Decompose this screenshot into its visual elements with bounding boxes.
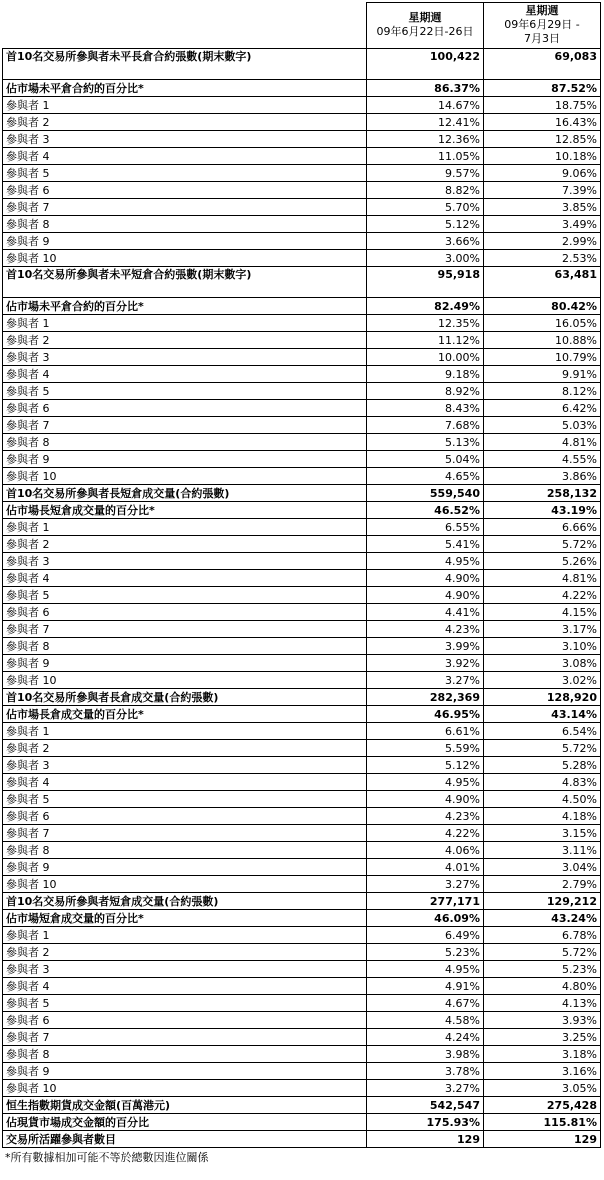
row-label: 參與者 2 xyxy=(3,944,367,961)
week2-value: 6.42% xyxy=(484,400,601,417)
week1-value: 6.61% xyxy=(367,723,484,740)
week2-value: 10.79% xyxy=(484,349,601,366)
section-percent-row xyxy=(3,298,601,315)
week2-value: 3.15% xyxy=(484,825,601,842)
participant-row xyxy=(3,587,601,604)
week1-value: 542,547 xyxy=(367,1097,484,1114)
row-label: 首10名交易所參與者長短倉成交量(合約張數) xyxy=(3,485,367,502)
participant-row xyxy=(3,553,601,570)
row-label: 參與者 8 xyxy=(3,638,367,655)
week2-value: 4.81% xyxy=(484,570,601,587)
week1-value: 7.68% xyxy=(367,417,484,434)
row-label: 參與者 7 xyxy=(3,1029,367,1046)
week2-value: 9.91% xyxy=(484,366,601,383)
week2-value: 80.42% xyxy=(484,298,601,315)
week1-value: 8.43% xyxy=(367,400,484,417)
participant-row xyxy=(3,791,601,808)
participant-row xyxy=(3,332,601,349)
week2-value: 128,920 xyxy=(484,689,601,706)
header-week1-title: 星期週 xyxy=(408,11,442,24)
week1-value: 5.59% xyxy=(367,740,484,757)
week1-value: 4.90% xyxy=(367,587,484,604)
participant-row xyxy=(3,451,601,468)
participant-row xyxy=(3,400,601,417)
week2-value: 4.80% xyxy=(484,978,601,995)
week1-value: 82.49% xyxy=(367,298,484,315)
week1-value: 559,540 xyxy=(367,485,484,502)
header-week1-dates: 09年6月22日-26日 xyxy=(376,25,474,38)
week1-value: 8.92% xyxy=(367,383,484,400)
section-percent-row xyxy=(3,910,601,927)
row-label: 參與者 5 xyxy=(3,791,367,808)
participant-row xyxy=(3,859,601,876)
week1-value: 5.70% xyxy=(367,199,484,216)
row-label: 參與者 6 xyxy=(3,1012,367,1029)
header-week2-title: 星期週 xyxy=(525,4,559,17)
week1-value: 46.09% xyxy=(367,910,484,927)
participant-row xyxy=(3,978,601,995)
week2-value: 258,132 xyxy=(484,485,601,502)
week1-value: 4.23% xyxy=(367,808,484,825)
participant-row xyxy=(3,995,601,1012)
header-blank-cell xyxy=(3,3,367,49)
row-label: 參與者 2 xyxy=(3,114,367,131)
participant-row xyxy=(3,621,601,638)
week1-value: 5.41% xyxy=(367,536,484,553)
summary-row xyxy=(3,1114,601,1131)
table-body xyxy=(3,3,601,1148)
participant-row xyxy=(3,315,601,332)
week1-value: 10.00% xyxy=(367,349,484,366)
week2-value: 3.02% xyxy=(484,672,601,689)
row-label: 佔市場未平倉合約的百分比* xyxy=(3,80,367,97)
week2-value: 2.53% xyxy=(484,250,601,267)
row-label: 參與者 10 xyxy=(3,672,367,689)
week2-value: 10.88% xyxy=(484,332,601,349)
week2-value: 115.81% xyxy=(484,1114,601,1131)
row-label: 參與者 3 xyxy=(3,349,367,366)
header-week2 xyxy=(484,3,601,49)
row-label: 參與者 3 xyxy=(3,757,367,774)
participant-row xyxy=(3,757,601,774)
participant-row xyxy=(3,927,601,944)
row-label: 參與者 7 xyxy=(3,199,367,216)
week2-value: 3.04% xyxy=(484,859,601,876)
section-total-row xyxy=(3,893,601,910)
row-label: 首10名交易所參與者長倉成交量(合約張數) xyxy=(3,689,367,706)
row-label: 參與者 3 xyxy=(3,553,367,570)
section-percent-row xyxy=(3,706,601,723)
row-label: 參與者 7 xyxy=(3,621,367,638)
participant-row xyxy=(3,165,601,182)
week1-value: 4.90% xyxy=(367,791,484,808)
participant-row xyxy=(3,131,601,148)
week1-value: 12.35% xyxy=(367,315,484,332)
participant-row xyxy=(3,434,601,451)
week2-value: 3.18% xyxy=(484,1046,601,1063)
week1-value: 4.95% xyxy=(367,961,484,978)
week1-value: 5.23% xyxy=(367,944,484,961)
week2-value: 3.49% xyxy=(484,216,601,233)
week1-value: 4.01% xyxy=(367,859,484,876)
row-label: 參與者 10 xyxy=(3,468,367,485)
week2-value: 3.17% xyxy=(484,621,601,638)
row-label: 參與者 8 xyxy=(3,1046,367,1063)
row-label: 參與者 2 xyxy=(3,332,367,349)
week1-value: 3.99% xyxy=(367,638,484,655)
week2-value: 4.83% xyxy=(484,774,601,791)
section-percent-row xyxy=(3,502,601,519)
week1-value: 9.18% xyxy=(367,366,484,383)
week2-value: 7.39% xyxy=(484,182,601,199)
week2-value: 4.81% xyxy=(484,434,601,451)
week2-value: 3.86% xyxy=(484,468,601,485)
week1-value: 12.36% xyxy=(367,131,484,148)
week2-value: 4.13% xyxy=(484,995,601,1012)
row-label: 參與者 4 xyxy=(3,978,367,995)
row-label: 首10名交易所參與者未平長倉合約張數(期末數字) xyxy=(3,49,367,80)
week2-value: 63,481 xyxy=(484,267,601,298)
participant-row xyxy=(3,366,601,383)
row-label: 首10名交易所參與者短倉成交量(合約張數) xyxy=(3,893,367,910)
week2-value: 2.79% xyxy=(484,876,601,893)
row-label: 參與者 2 xyxy=(3,536,367,553)
week2-value: 5.03% xyxy=(484,417,601,434)
week1-value: 4.91% xyxy=(367,978,484,995)
row-label: 參與者 3 xyxy=(3,131,367,148)
participant-row xyxy=(3,519,601,536)
row-label: 參與者 1 xyxy=(3,519,367,536)
week2-value: 5.23% xyxy=(484,961,601,978)
week2-value: 9.06% xyxy=(484,165,601,182)
row-label: 參與者 5 xyxy=(3,165,367,182)
week1-value: 4.65% xyxy=(367,468,484,485)
week2-value: 6.66% xyxy=(484,519,601,536)
week1-value: 5.12% xyxy=(367,216,484,233)
week1-value: 277,171 xyxy=(367,893,484,910)
row-label: 參與者 8 xyxy=(3,216,367,233)
section-total-row xyxy=(3,485,601,502)
row-label: 參與者 8 xyxy=(3,842,367,859)
participant-row xyxy=(3,199,601,216)
week2-value: 3.08% xyxy=(484,655,601,672)
section-percent-row xyxy=(3,80,601,97)
row-label: 佔市場未平倉合約的百分比* xyxy=(3,298,367,315)
row-label: 參與者 4 xyxy=(3,366,367,383)
participant-row xyxy=(3,417,601,434)
row-label: 參與者 1 xyxy=(3,927,367,944)
participant-row xyxy=(3,1012,601,1029)
week1-value: 46.52% xyxy=(367,502,484,519)
row-label: 參與者 4 xyxy=(3,148,367,165)
week1-value: 3.27% xyxy=(367,1080,484,1097)
row-label: 參與者 6 xyxy=(3,604,367,621)
week2-value: 16.43% xyxy=(484,114,601,131)
week1-value: 3.66% xyxy=(367,233,484,250)
row-label: 參與者 1 xyxy=(3,97,367,114)
week1-value: 3.00% xyxy=(367,250,484,267)
week1-value: 3.78% xyxy=(367,1063,484,1080)
row-label: 參與者 10 xyxy=(3,250,367,267)
week1-value: 5.12% xyxy=(367,757,484,774)
week1-value: 175.93% xyxy=(367,1114,484,1131)
section-total-row xyxy=(3,689,601,706)
stats-table-container xyxy=(2,2,600,1166)
week1-value: 11.05% xyxy=(367,148,484,165)
week2-value: 3.85% xyxy=(484,199,601,216)
week1-value: 6.49% xyxy=(367,927,484,944)
week2-value: 3.05% xyxy=(484,1080,601,1097)
row-label: 參與者 9 xyxy=(3,859,367,876)
week1-value: 4.24% xyxy=(367,1029,484,1046)
week2-value: 5.26% xyxy=(484,553,601,570)
week2-value: 2.99% xyxy=(484,233,601,250)
week2-value: 4.22% xyxy=(484,587,601,604)
row-label: 參與者 6 xyxy=(3,808,367,825)
participant-row xyxy=(3,182,601,199)
row-label: 參與者 7 xyxy=(3,417,367,434)
footnote: *所有數據相加可能不等於總數因進位關係 xyxy=(5,1151,209,1164)
row-label: 交易所活躍參與者數目 xyxy=(3,1131,367,1148)
participant-statistics-table xyxy=(2,2,601,1148)
header-week2-dates: 09年6月29日 - 7月3日 xyxy=(504,18,580,45)
week2-value: 5.72% xyxy=(484,740,601,757)
week2-value: 3.25% xyxy=(484,1029,601,1046)
row-label: 佔市場長短倉成交量的百分比* xyxy=(3,502,367,519)
week1-value: 86.37% xyxy=(367,80,484,97)
week2-value: 4.18% xyxy=(484,808,601,825)
week1-value: 46.95% xyxy=(367,706,484,723)
week1-value: 4.58% xyxy=(367,1012,484,1029)
participant-row xyxy=(3,961,601,978)
week2-value: 4.50% xyxy=(484,791,601,808)
row-label: 參與者 5 xyxy=(3,383,367,400)
week2-value: 3.11% xyxy=(484,842,601,859)
row-label: 參與者 4 xyxy=(3,774,367,791)
row-label: 參與者 9 xyxy=(3,655,367,672)
participant-row xyxy=(3,233,601,250)
participant-row xyxy=(3,876,601,893)
participant-row xyxy=(3,1046,601,1063)
row-label: 參與者 2 xyxy=(3,740,367,757)
week1-value: 3.27% xyxy=(367,876,484,893)
row-label: 參與者 8 xyxy=(3,434,367,451)
week1-value: 4.22% xyxy=(367,825,484,842)
section-total-row xyxy=(3,49,601,80)
week1-value: 129 xyxy=(367,1131,484,1148)
participant-row xyxy=(3,383,601,400)
row-label: 佔市場短倉成交量的百分比* xyxy=(3,910,367,927)
week1-value: 4.67% xyxy=(367,995,484,1012)
participant-row xyxy=(3,1029,601,1046)
participant-row xyxy=(3,570,601,587)
participant-row xyxy=(3,825,601,842)
row-label: 參與者 10 xyxy=(3,876,367,893)
week2-value: 129 xyxy=(484,1131,601,1148)
row-label: 參與者 9 xyxy=(3,1063,367,1080)
participant-row xyxy=(3,655,601,672)
week2-value: 6.78% xyxy=(484,927,601,944)
week1-value: 4.23% xyxy=(367,621,484,638)
week2-value: 4.15% xyxy=(484,604,601,621)
row-label: 參與者 3 xyxy=(3,961,367,978)
row-label: 首10名交易所參與者未平短倉合約張數(期末數字) xyxy=(3,267,367,298)
row-label: 參與者 5 xyxy=(3,587,367,604)
week2-value: 87.52% xyxy=(484,80,601,97)
week2-value: 4.55% xyxy=(484,451,601,468)
week1-value: 5.13% xyxy=(367,434,484,451)
week2-value: 5.72% xyxy=(484,944,601,961)
summary-row xyxy=(3,1097,601,1114)
week1-value: 95,918 xyxy=(367,267,484,298)
week1-value: 14.67% xyxy=(367,97,484,114)
week2-value: 6.54% xyxy=(484,723,601,740)
participant-row xyxy=(3,148,601,165)
row-label: 參與者 6 xyxy=(3,400,367,417)
row-label: 參與者 4 xyxy=(3,570,367,587)
week1-value: 282,369 xyxy=(367,689,484,706)
week2-value: 43.19% xyxy=(484,502,601,519)
participant-row xyxy=(3,723,601,740)
participant-row xyxy=(3,536,601,553)
week1-value: 3.92% xyxy=(367,655,484,672)
header-week1 xyxy=(367,3,484,49)
week2-value: 8.12% xyxy=(484,383,601,400)
week1-value: 5.04% xyxy=(367,451,484,468)
week2-value: 3.16% xyxy=(484,1063,601,1080)
week1-value: 3.27% xyxy=(367,672,484,689)
participant-row xyxy=(3,114,601,131)
week1-value: 6.55% xyxy=(367,519,484,536)
row-label: 恒生指數期貨成交金額(百萬港元) xyxy=(3,1097,367,1114)
week1-value: 4.95% xyxy=(367,553,484,570)
row-label: 參與者 1 xyxy=(3,315,367,332)
row-label: 參與者 1 xyxy=(3,723,367,740)
week1-value: 8.82% xyxy=(367,182,484,199)
participant-row xyxy=(3,808,601,825)
week2-value: 18.75% xyxy=(484,97,601,114)
week1-value: 12.41% xyxy=(367,114,484,131)
week1-value: 3.98% xyxy=(367,1046,484,1063)
participant-row xyxy=(3,216,601,233)
week2-value: 5.28% xyxy=(484,757,601,774)
participant-row xyxy=(3,349,601,366)
participant-row xyxy=(3,1080,601,1097)
participant-row xyxy=(3,672,601,689)
week1-value: 11.12% xyxy=(367,332,484,349)
participant-row xyxy=(3,740,601,757)
participant-row xyxy=(3,1063,601,1080)
participant-row xyxy=(3,638,601,655)
participant-row xyxy=(3,250,601,267)
week2-value: 16.05% xyxy=(484,315,601,332)
participant-row xyxy=(3,944,601,961)
week2-value: 3.10% xyxy=(484,638,601,655)
row-label: 參與者 6 xyxy=(3,182,367,199)
week1-value: 4.90% xyxy=(367,570,484,587)
week1-value: 4.06% xyxy=(367,842,484,859)
row-label: 佔市場長倉成交量的百分比* xyxy=(3,706,367,723)
row-label: 參與者 7 xyxy=(3,825,367,842)
week1-value: 4.95% xyxy=(367,774,484,791)
header-row xyxy=(3,3,601,49)
week2-value: 5.72% xyxy=(484,536,601,553)
week2-value: 3.93% xyxy=(484,1012,601,1029)
week1-value: 4.41% xyxy=(367,604,484,621)
week1-value: 9.57% xyxy=(367,165,484,182)
participant-row xyxy=(3,604,601,621)
week2-value: 43.24% xyxy=(484,910,601,927)
participant-row xyxy=(3,842,601,859)
week2-value: 12.85% xyxy=(484,131,601,148)
row-label: 參與者 9 xyxy=(3,233,367,250)
participant-row xyxy=(3,774,601,791)
participant-row xyxy=(3,97,601,114)
summary-row xyxy=(3,1131,601,1148)
week2-value: 69,083 xyxy=(484,49,601,80)
week1-value: 100,422 xyxy=(367,49,484,80)
participant-row xyxy=(3,468,601,485)
week2-value: 275,428 xyxy=(484,1097,601,1114)
row-label: 參與者 9 xyxy=(3,451,367,468)
week2-value: 129,212 xyxy=(484,893,601,910)
row-label: 參與者 5 xyxy=(3,995,367,1012)
row-label: 參與者 10 xyxy=(3,1080,367,1097)
row-label: 佔現貨市場成交金額的百分比 xyxy=(3,1114,367,1131)
week2-value: 43.14% xyxy=(484,706,601,723)
week2-value: 10.18% xyxy=(484,148,601,165)
section-total-row xyxy=(3,267,601,298)
